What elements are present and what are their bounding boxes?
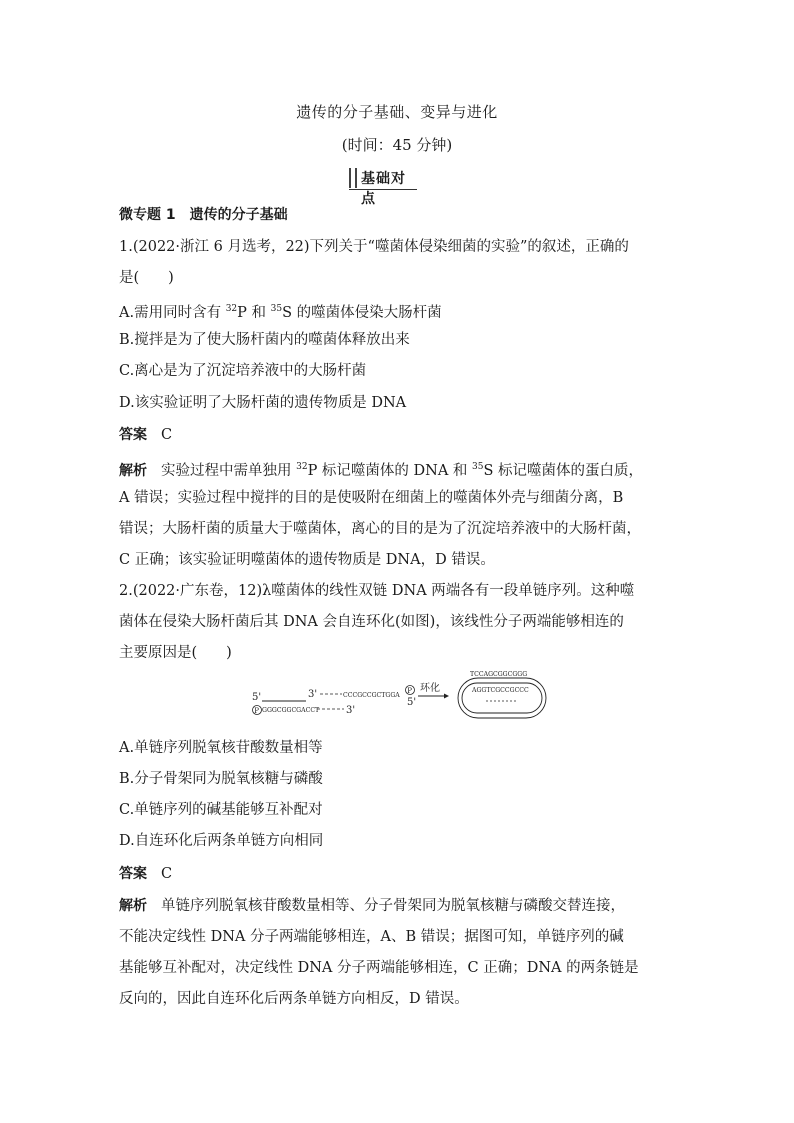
q2-option-d: D.自连环化后两条单链方向相同 (119, 833, 324, 849)
top-sequence: CCCGCCGCTGGA (343, 692, 400, 699)
section-tag (349, 166, 417, 207)
q2-analysis-line2: 不能决定线性 DNA 分子两端能够相连，A、B 错误；据图可知，单链序列的碱 (119, 929, 624, 945)
topic-heading (119, 205, 679, 225)
q1-stem-line2: 是( ) (119, 270, 174, 286)
arrow-label: 环化 (420, 683, 440, 694)
q2-option-a: A.单链序列脱氧核苷酸数量相等 (119, 740, 323, 756)
time-limit: (时间：45 分钟) (341, 136, 453, 154)
q2-stem-line3: 主要原因是( ) (119, 645, 232, 661)
q1-stem-line1: 1.(2022·浙江 6 月选考，22)下列关于“噬菌体侵染细菌的实验”的叙述，正确的 (119, 239, 629, 255)
q1-analysis-line3: 错误；大肠杆菌的质量大于噬菌体，离心的目的是为了沉淀培养液中的大肠杆菌， (119, 521, 641, 537)
bottom-3prime-label: 3' (346, 705, 356, 716)
q2-stem-line1: 2.(2022·广东卷，12)λ噬菌体的线性双链 DNA 两端各有一段单链序列。这种噬 (119, 583, 635, 599)
q1-answer: 答案 C (119, 427, 173, 443)
q2-answer: 答案 C (119, 866, 173, 882)
q1-option-c: C.离心是为了沉淀培养液中的大肠杆菌 (119, 363, 367, 379)
left-phosphate-label: P (254, 707, 260, 715)
topic-name: 遗传的分子基础 (189, 207, 288, 223)
q1-option-b: B.搅拌是为了使大肠杆菌内的噬菌体释放出来 (119, 332, 410, 348)
top-3prime-label: 3' (308, 689, 318, 700)
section-bars-icon (349, 168, 357, 188)
ring-inner-sequence: AGGTCGCCGCCC (472, 687, 529, 694)
q2-analysis-line1: 解析 单链序列脱氧核苷酸数量相等、分子骨架同为脱氧核糖与磷酸交替连接， (119, 898, 625, 914)
q2-analysis-line4: 反向的，因此自连环化后两条单链方向相反，D 错误。 (119, 991, 469, 1007)
left-5prime-label: 5' (252, 692, 262, 703)
section-underline (349, 189, 417, 190)
q1-option-d: D.该实验证明了大肠杆菌的遗传物质是 DNA (119, 395, 407, 411)
ring-top-sequence: TCCAGCGGCGGG (470, 671, 528, 678)
topic-label: 微专题 1 (119, 207, 176, 223)
q2-stem-line2: 菌体在侵染大肠杆菌后其 DNA 会自连环化(如图)，该线性分子两端能够相连的 (119, 614, 624, 630)
bottom-sequence: GGGCGGCGACCT (262, 707, 320, 714)
q1-analysis-line4: C 正确；该实验证明噬菌体的遗传物质是 DNA，D 错误。 (119, 552, 495, 568)
right-5prime-label: 5' (407, 697, 417, 708)
q1-analysis-line2: A 错误；实验过程中搅拌的目的是使吸附在细菌上的噬菌体外壳与细菌分离，B (119, 490, 624, 506)
arrow-head-icon (444, 694, 449, 699)
q2-option-b: B.分子骨架同为脱氧核糖与磷酸 (119, 771, 323, 787)
q1-option-a: A.需用同时含有 $^{32}$P 和 $^{35}$S 的噬菌体侵染大肠杆菌 (119, 304, 442, 321)
right-phosphate-label: P (407, 687, 413, 695)
page-title: 遗传的分子基础、变异与进化 (296, 103, 498, 121)
dna-circularization-diagram (248, 668, 548, 722)
q2-analysis-line3: 基能够互补配对，决定线性 DNA 分子两端能够相连，C 正确；DNA 的两条链是 (119, 960, 639, 976)
q1-analysis-line1: 解析 实验过程中需单独用 $^{32}$P 标记噬菌体的 DNA 和 $^{35}$S 标记噬菌体的蛋白质， (119, 462, 644, 479)
q2-option-c: C.单链序列的碱基能够互补配对 (119, 802, 323, 818)
section-tag-label: 基础对点 (361, 171, 406, 207)
